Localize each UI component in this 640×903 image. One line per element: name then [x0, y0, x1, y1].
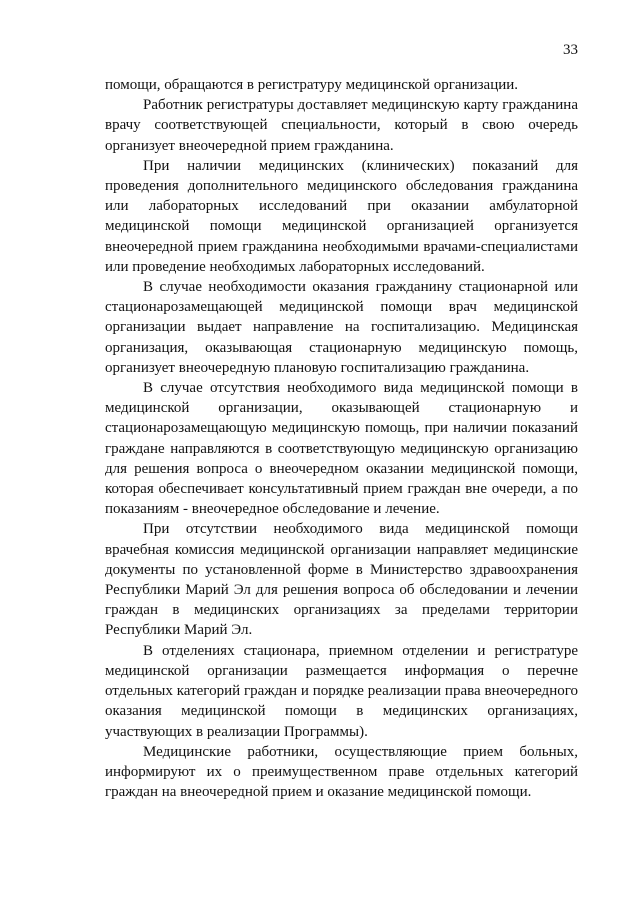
- page-number: 33: [563, 42, 578, 58]
- paragraph-continuation: помощи, обращаются в регистратуру медицинской организации.: [105, 77, 519, 93]
- document-body: [105, 75, 578, 802]
- paragraph-medical-indications: При наличии медицинских (клинических) показаний для проведения дополнительного медицинского обследования гражданина или лабораторных исследований при оказании амбулаторной медицинской помощи медицинской организацией организуется внеочередной прием гражданина необходимыми врачами-специалистами или проведение необходимых лабораторных исследований.: [105, 157, 578, 275]
- paragraph-referral: В случае отсутствия необходимого вида медицинской помощи в медицинской организации, оказывающей стационарную и стационарозамещающую медицинскую помощь, при наличии показаний граждане направляются в соответствующую медицинскую организацию для решения вопроса о внеочередном оказании медицинской помощи, которая обеспечивает консультативный прием граждан вне очереди, а по показаниям - внеочередное обследование и лечение.: [105, 380, 578, 518]
- paragraph-information-posting: В отделениях стационара, приемном отделении и регистратуре медицинской организации размещается информация о перечне отдельных категорий граждан и порядке реализации права внеочередного оказания медицинской помощи в медицинских организациях, участвующих в реализации Программы).: [105, 642, 578, 740]
- paragraph-hospitalization: В случае необходимости оказания гражданину стационарной или стационарозамещающей медицинской помощи врач медицинской организации выдает направление на госпитализацию. Медицинская организация, оказывающая стационарную медицинскую помощь, организует внеочередную плановую госпитализацию гражданина.: [105, 279, 578, 376]
- paragraph-medical-workers: Медицинские работники, осуществляющие прием больных, информируют их о преимущественном праве отдельных категорий граждан на внеочередной прием и оказание медицинской помощи.: [105, 743, 578, 801]
- paragraph-registry-worker: Работник регистратуры доставляет медицинскую карту гражданина врачу соответствующей специальности, который в свою очередь организует внеочередной прием гражданина.: [105, 97, 578, 154]
- paragraph-medical-commission: При отсутствии необходимого вида медицинской помощи врачебная комиссия медицинской организации направляет медицинские документы по установленной форме в Министерство здравоохранения Республики Марий Эл для решения вопроса об обследовании и лечении граждан в медицинских организациях за пределами территории Республики Марий Эл.: [105, 521, 578, 639]
